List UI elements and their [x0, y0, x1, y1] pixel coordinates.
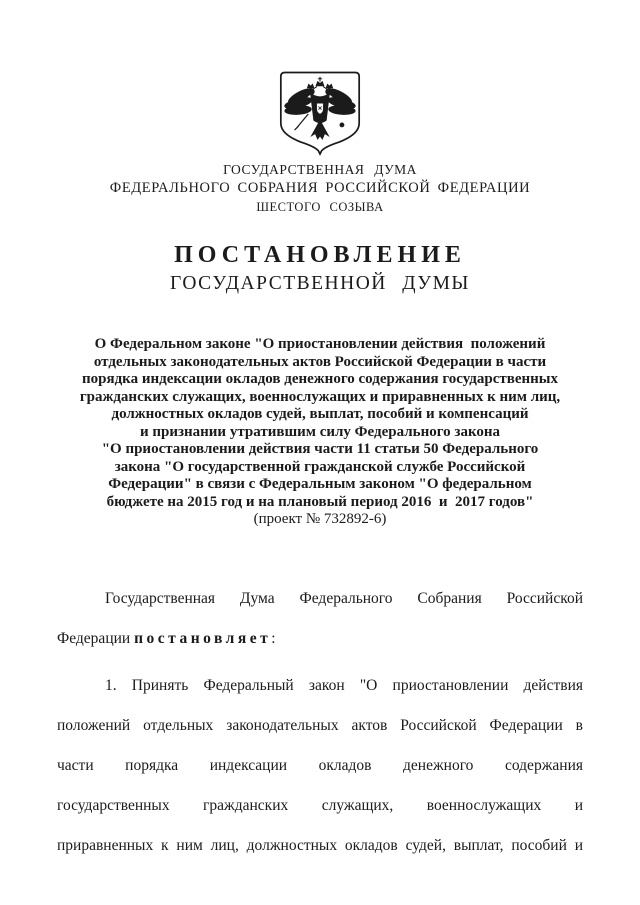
title-line: гражданских служащих, военнослужащих и приравненных к ним лиц, [79, 388, 561, 405]
title-line: порядка индексации окладов денежного содержания государственных [81, 371, 559, 387]
resolution-body [57, 579, 583, 866]
item-1-paragraph [57, 666, 583, 866]
body-line: 1. Принять Федеральный закон "О приостановлении действия [105, 676, 583, 694]
body-line: приравненных к ним лиц, должностных окладов судей, выплат, пособий и [57, 836, 583, 854]
title-line: О Федеральном законе "О приостановлении действия положений [94, 336, 546, 352]
title-line: закона "О государственной гражданской службе Российской [114, 458, 526, 475]
enacting-paragraph [57, 579, 583, 659]
title-line: Федерации" в связи с Федеральным законом "О федеральном [108, 476, 532, 492]
body-line: положений отдельных законодательных актов Российской Федерации в [57, 716, 583, 734]
body-line: государственных гражданских служащих, военнослужащих и [57, 796, 583, 814]
title-line: отдельных законодательных актов Российской Федерации в части [93, 353, 547, 370]
russia-coat-of-arms-icon [273, 70, 367, 158]
body-line: Государственная Дума Федерального Собрания Российской [105, 589, 583, 607]
doc-type-subheading: ГОСУДАРСТВЕННОЙ ДУМЫ [170, 273, 470, 294]
title-line: и признании утратившим силу Федерального закона [139, 423, 501, 440]
enacting-pre: Федерации [57, 629, 135, 647]
enacting-verb: постановляет [134, 629, 272, 647]
enacting-colon: : [271, 629, 276, 647]
title-line: должностных окладов судей, выплат, пособий и компенсаций [111, 406, 529, 422]
title-line: "О приостановлении действия части 11 статьи 50 Федерального [101, 441, 539, 457]
draft-number-line: (проект № 732892-6) [253, 511, 387, 527]
org-name-line1: ГОСУДАРСТВЕННАЯ ДУМА [223, 162, 417, 177]
resolution-title [0, 336, 640, 529]
org-convocation-line: ШЕСТОГО СОЗЫВА [256, 200, 384, 214]
body-line [57, 619, 583, 659]
body-line: части порядка индексации окладов денежного содержания [57, 756, 583, 774]
org-name-line2: ФЕДЕРАЛЬНОГО СОБРАНИЯ РОССИЙСКОЙ ФЕДЕРАЦИИ [109, 180, 531, 196]
doc-type-heading: ПОСТАНОВЛЕНИЕ [174, 242, 466, 268]
title-line: бюджете на 2015 год и на плановый период 2016 и 2017 годов" [106, 493, 534, 510]
